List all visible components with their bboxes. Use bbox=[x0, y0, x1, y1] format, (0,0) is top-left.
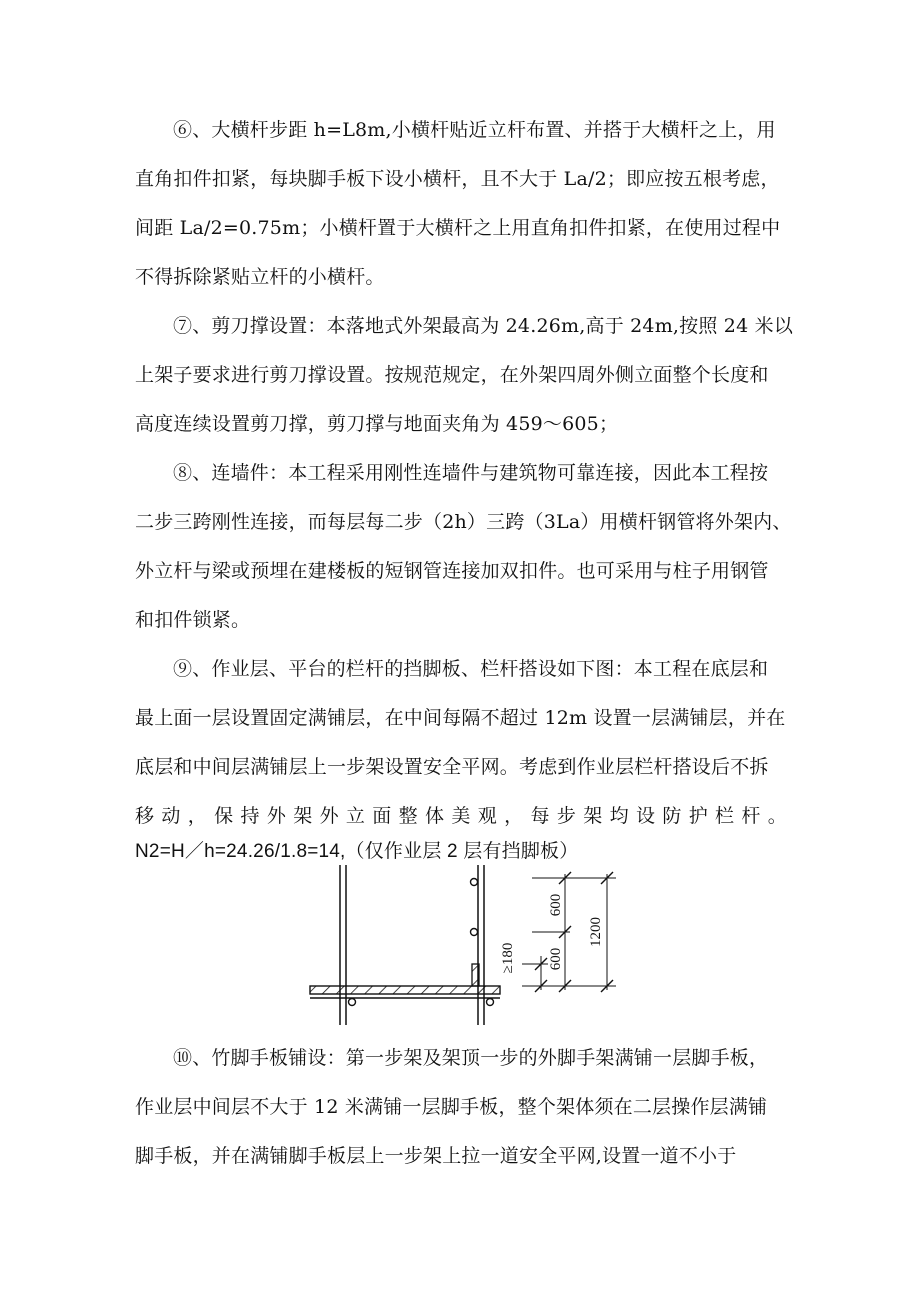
p8-line-4: 和扣件锁紧。 bbox=[135, 609, 251, 631]
p9-line-2: 最上面一层设置固定满铺层，在中间每隔不超过 12m 设置一层满铺层，并在 bbox=[135, 707, 786, 729]
p8-line-2: 二步三跨刚性连接，而每层每二步（2h）三跨（3La）用横杆钢管将外架内、 bbox=[135, 511, 792, 533]
ledger-tube-inner bbox=[349, 999, 356, 1006]
p10-line-3: 脚手板，并在满铺脚手板层上一步架上拉一道安全平网,设置一道不小于 bbox=[135, 1145, 737, 1167]
top-rail-tube bbox=[471, 879, 478, 886]
p7-line-2: 上架子要求进行剪刀撑设置。按规范规定，在外架四周外侧立面整个长度和 bbox=[135, 364, 769, 386]
p10-line-1: ⑩、竹脚手板铺设：第一步架及架顶一步的外脚手架满铺一层脚手板， bbox=[173, 1047, 769, 1069]
p8-line-1: ⑧、连墙件：本工程采用刚性连墙件与建筑物可靠连接，因此本工程按 bbox=[173, 462, 769, 484]
p6-line-4: 不得拆除紧贴立杆的小横杆。 bbox=[135, 266, 385, 288]
p7-line-1: ⑦、剪刀撑设置：本落地式外架最高为 24.26m,高于 24m,按照 24 米以 bbox=[173, 315, 794, 337]
dim-label-toe-180: ≥180 bbox=[500, 942, 516, 974]
p9-line-3: 底层和中间层满铺层上一步架设置安全平网。考虑到作业层栏杆搭设后不拆 bbox=[135, 756, 769, 778]
p7-line-3: 高度连续设置剪刀撑，剪刀撑与地面夹角为 459～605； bbox=[135, 413, 619, 435]
p6-line-2: 直角扣件扣紧，每块脚手板下设小横杆，且不大于 La/2；即应按五根考虑， bbox=[135, 168, 780, 190]
p9-formula-line: N2=H／h=24.26/1.8=14,（仅作业层 2 层有挡脚板） bbox=[135, 841, 579, 862]
dim-label-top-600: 600 bbox=[548, 893, 564, 917]
scaffold-board bbox=[310, 986, 500, 994]
ledger-tube-outer bbox=[487, 999, 494, 1006]
dim-label-1200: 1200 bbox=[588, 917, 604, 947]
p6-line-3: 间距 La/2=0.75m；小横杆置于大横杆之上用直角扣件扣紧，在使用过程中 bbox=[135, 217, 781, 239]
middle-rail-tube bbox=[471, 929, 478, 936]
p8-line-3: 外立杆与梁或预埋在建楼板的短钢管连接加双扣件。也可采用与柱子用钢管 bbox=[135, 560, 769, 582]
p6-line-1: ⑥、大横杆步距 h=L8m,小横杆贴近立杆布置、并搭于大横杆之上，用 bbox=[173, 119, 776, 141]
p10-line-2: 作业层中间层不大于 12 米满铺一层脚手板，整个架体须在二层操作层满铺 bbox=[135, 1096, 768, 1118]
p9-line-4: 移动，保持外架外立面整体美观，每步架均设防护栏杆。 bbox=[135, 805, 787, 827]
guardrail-diagram bbox=[300, 860, 640, 1032]
toe-board bbox=[472, 964, 479, 986]
p9-line-1: ⑨、作业层、平台的栏杆的挡脚板、栏杆搭设如下图：本工程在底层和 bbox=[173, 658, 769, 680]
dim-label-bottom-600: 600 bbox=[548, 947, 564, 971]
